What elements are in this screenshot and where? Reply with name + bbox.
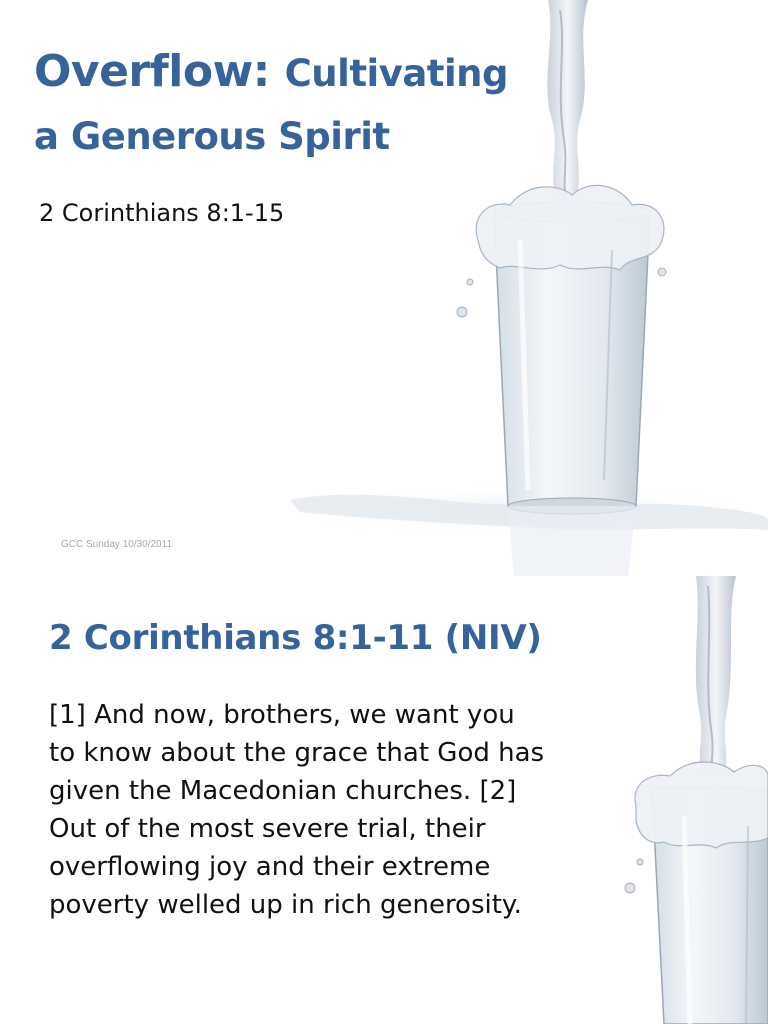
slide-title: 2 Corinthians 8:1-11 (NIV)	[49, 618, 542, 658]
scripture-line: overflowing joy and their extreme	[49, 852, 491, 882]
title-part-1: Overflow:	[34, 46, 285, 97]
title-part-3: a Generous Spirit	[34, 115, 390, 158]
scripture-line: Out of the most severe trial, their	[49, 814, 486, 844]
slide-footer: GCC Sunday 10/30/2011	[61, 539, 173, 550]
scripture-line: [1] And now, brothers, we want you	[49, 700, 515, 730]
scripture-line: poverty welled up in rich generosity.	[49, 890, 522, 920]
title-part-2: Cultivating	[284, 52, 508, 95]
slide-title	[34, 44, 574, 172]
scripture-line: given the Macedonian churches. [2]	[49, 776, 517, 806]
scripture-reference: 2 Corinthians 8:1-15	[39, 199, 285, 227]
scripture-line: to know about the grace that God has	[49, 738, 545, 768]
slide-2	[0, 576, 768, 1024]
scripture-text	[49, 696, 609, 924]
